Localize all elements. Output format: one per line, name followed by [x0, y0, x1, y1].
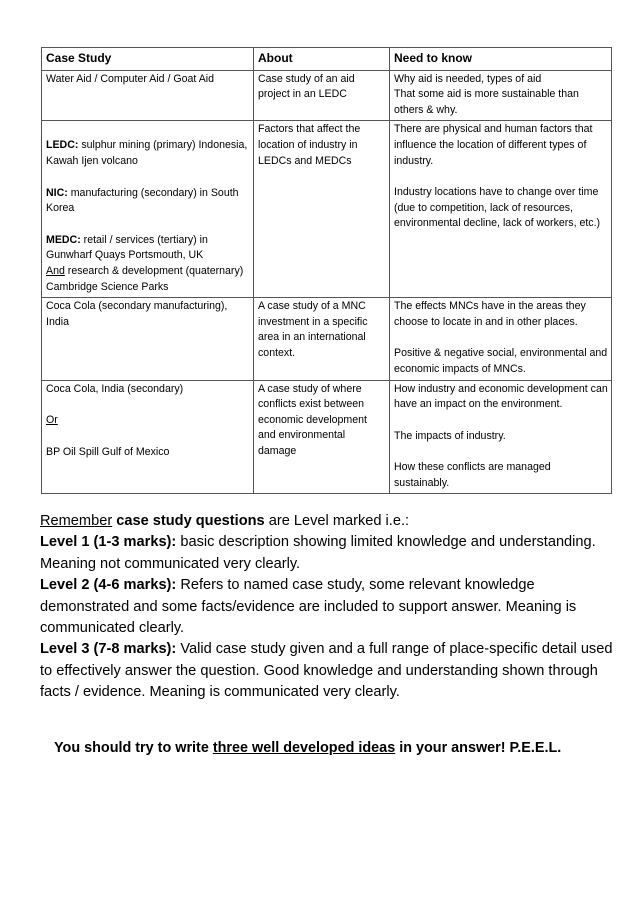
- table-row: [42, 380, 612, 494]
- level-3: [40, 639, 615, 703]
- row2-case: [42, 121, 254, 298]
- level-2-text: Refers to named case study, some relevant knowledge demonstrated and some facts/evidence are included to support answer. Meaning is communicated clearly.: [40, 577, 577, 637]
- row1-need-1: Why aid is needed, types of aid: [394, 72, 542, 85]
- row2-about: Factors that affect the location of industry in LEDCs and MEDCs: [254, 121, 390, 298]
- level-1-label: Level 1 (1-3 marks):: [40, 534, 177, 551]
- level-1-text: basic description showing limited knowledge and understanding. Meaning not communicated very clearly.: [40, 534, 596, 572]
- row4-need-2: The impacts of industry.: [394, 429, 506, 442]
- row3-about: A case study of a MNC investment in a specific area in an international context.: [254, 298, 390, 380]
- header-about: About: [254, 48, 390, 71]
- tip-pre: You should try to write: [54, 740, 213, 756]
- row4-about: A case study of where conflicts exist between economic development and environmental damage: [254, 380, 390, 494]
- header-need-to-know: Need to know: [390, 48, 612, 71]
- row4-need-3: How these conflicts are managed sustainably.: [394, 461, 551, 489]
- level-3-label: Level 3 (7-8 marks):: [40, 641, 177, 658]
- table-row: [42, 70, 612, 121]
- row4-case-2: BP Oil Spill Gulf of Mexico: [46, 445, 170, 458]
- intro-bold: case study questions: [112, 513, 265, 529]
- row3-need-1: The effects MNCs have in the areas they choose to locate in and in other places.: [394, 300, 586, 328]
- level-2-label: Level 2 (4-6 marks):: [40, 577, 177, 594]
- nic-entry: [46, 186, 250, 217]
- notes-intro: [40, 511, 615, 532]
- row1-need: [390, 70, 612, 121]
- row2-need-2: Industry locations have to change over time (due to competition, lack of resources, environmental decline, lack of workers, etc.): [394, 186, 601, 230]
- nic-text: manufacturing (secondary) in South Korea: [46, 186, 239, 215]
- row4-need-1: How industry and economic development can have an impact on the environment.: [394, 382, 608, 411]
- row3-case: Coca Cola (secondary manufacturing), India: [42, 298, 254, 380]
- row4-case: [42, 380, 254, 494]
- tip-post: in your answer! P.E.E.L.: [395, 740, 562, 756]
- level-2: [40, 575, 615, 639]
- table-header-row: [42, 48, 612, 71]
- level-3-text: Valid case study given and a full range of place-specific detail used to effectively answer the question. Good knowledge and understanding shown through facts / evidence. Meaning is communicated very clearly.: [40, 641, 613, 701]
- research-entry: [46, 264, 250, 295]
- ledc-entry: [46, 138, 250, 169]
- and-word: And: [46, 264, 65, 277]
- table-row: [42, 121, 612, 298]
- medc-label: MEDC:: [46, 233, 81, 246]
- medc-text: retail / services (tertiary) in Gunwharf Quays Portsmouth, UK: [46, 233, 208, 262]
- row1-about: Case study of an aid project in an LEDC: [254, 70, 390, 121]
- row1-case: Water Aid / Computer Aid / Goat Aid: [42, 70, 254, 121]
- row4-need: [390, 380, 612, 494]
- nic-label: NIC:: [46, 186, 68, 199]
- row1-need-2: That some aid is more sustainable than others & why.: [394, 88, 579, 116]
- header-case-study: Case Study: [42, 48, 254, 71]
- ledc-label: LEDC:: [46, 139, 79, 152]
- tip-underlined: three well developed ideas: [212, 740, 396, 756]
- medc-entry: [46, 233, 250, 264]
- row4-case-1: Coca Cola, India (secondary): [46, 382, 184, 395]
- intro-rest: are Level marked i.e.:: [264, 513, 410, 529]
- row4-or: Or: [46, 414, 58, 427]
- row3-need: [390, 298, 612, 380]
- row3-need-2: Positive & negative social, environmental and economic impacts of MNCs.: [394, 347, 608, 375]
- ledc-text: sulphur mining (primary) Indonesia, Kawah Ijen volcano: [46, 139, 248, 167]
- row2-need-1: There are physical and human factors that influence the location of different types of industry.: [394, 123, 593, 167]
- peel-tip: [54, 740, 561, 756]
- remember-word: Remember: [40, 513, 113, 529]
- row2-need: [390, 121, 612, 298]
- case-study-table: [41, 47, 612, 494]
- table-row: [42, 298, 612, 380]
- level-1: [40, 532, 615, 575]
- level-marking-notes: [40, 511, 615, 704]
- research-text: research & development (quaternary) Cambridge Science Parks: [46, 264, 244, 293]
